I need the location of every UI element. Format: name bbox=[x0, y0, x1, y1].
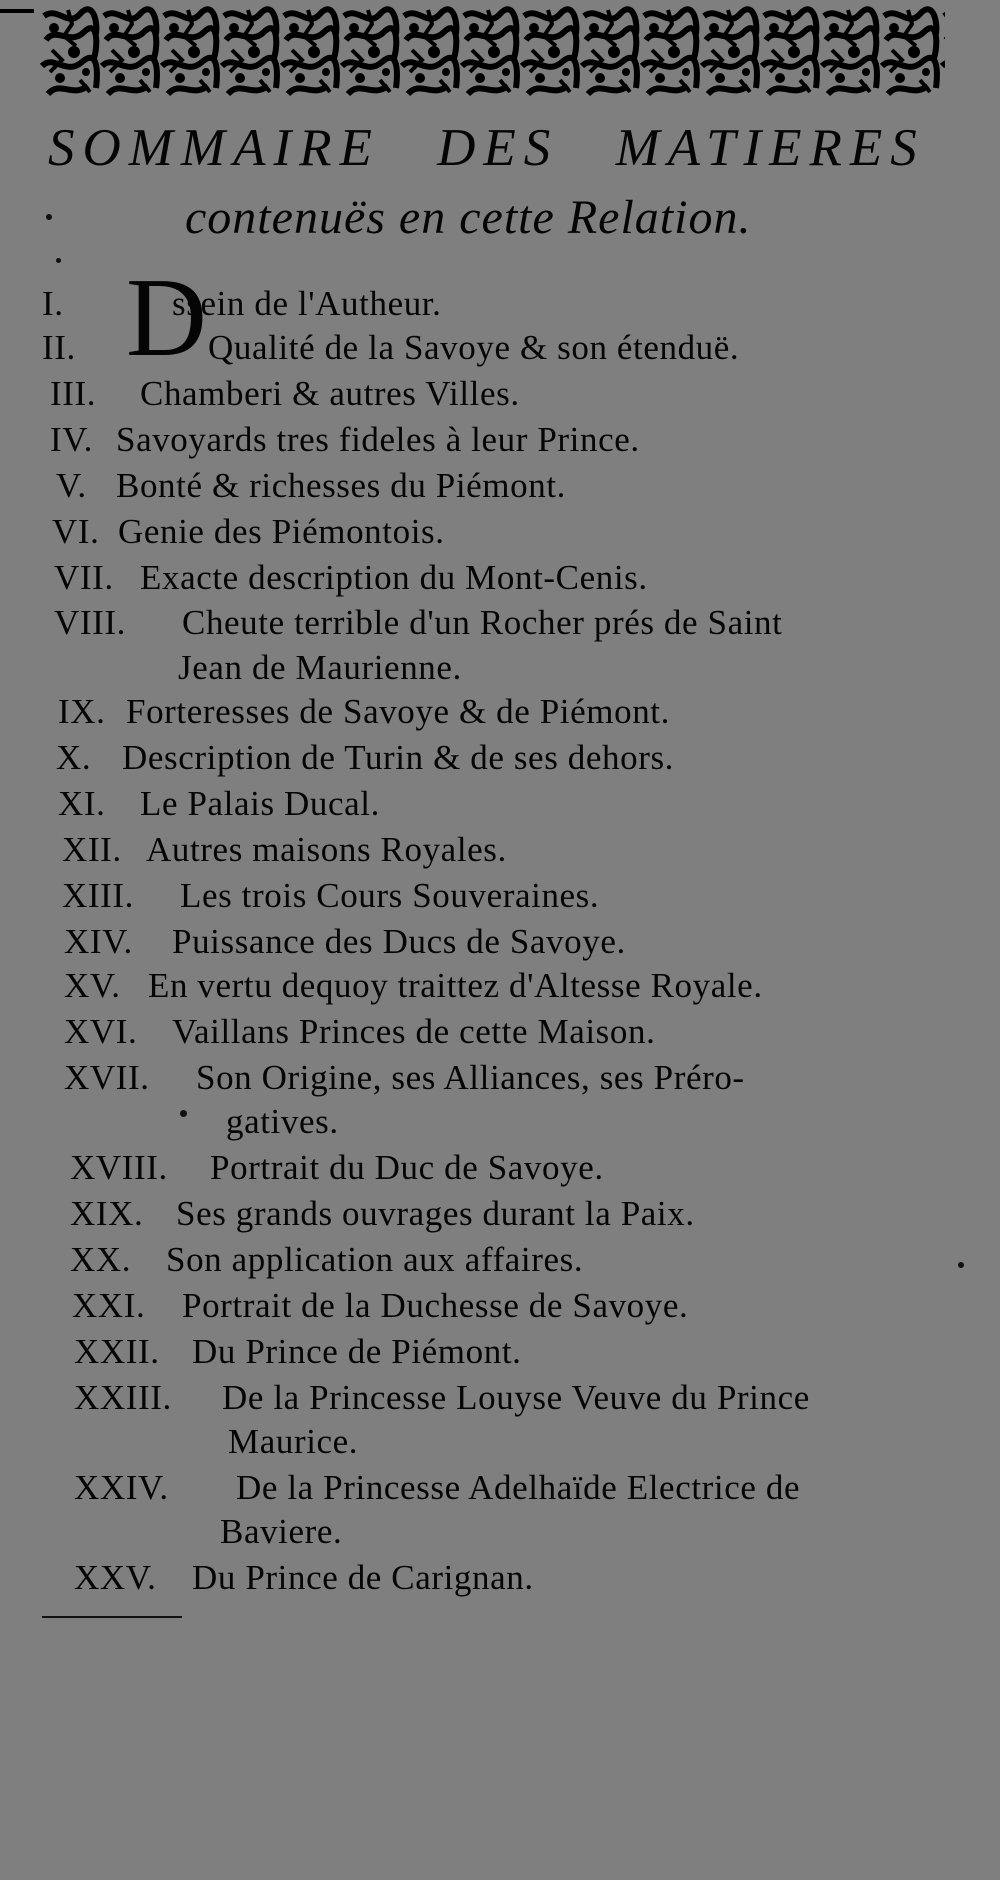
entry-number: XIX. bbox=[70, 1194, 144, 1233]
entry-text: En vertu dequoy traittez d'Altesse Royale. bbox=[148, 966, 763, 1005]
entry-text: Exacte description du Mont-Cenis. bbox=[140, 558, 648, 597]
entry-number: XI. bbox=[58, 784, 106, 823]
entry-text: Les trois Cours Souveraines. bbox=[180, 876, 600, 915]
entry-number: XIII. bbox=[62, 876, 134, 915]
entry-text: Du Prince de Piémont. bbox=[192, 1332, 522, 1371]
entry-number: XXII. bbox=[74, 1332, 160, 1371]
drop-cap: D bbox=[126, 256, 207, 380]
entry-number: VI. bbox=[52, 512, 100, 551]
entry-text: Portrait de la Duchesse de Savoye. bbox=[182, 1286, 689, 1325]
print-speck bbox=[180, 1110, 187, 1117]
entry-text: Son application aux affaires. bbox=[166, 1240, 584, 1279]
entry-text: Cheute terrible d'un Rocher prés de Saint bbox=[182, 603, 783, 642]
entry-text: Portrait du Duc de Savoye. bbox=[210, 1148, 604, 1187]
entry-number: XVI. bbox=[64, 1012, 138, 1051]
entry-continuation: Maurice. bbox=[228, 1422, 359, 1461]
entry-text: Savoyards tres fideles à leur Prince. bbox=[116, 420, 640, 459]
entry-number: IX. bbox=[58, 692, 106, 731]
entry-text: De la Princesse Adelhaïde Electrice de bbox=[236, 1468, 801, 1507]
entry-text: ssein de l'Autheur. bbox=[172, 284, 442, 323]
entry-number: XXV. bbox=[74, 1558, 157, 1597]
entry-number: II. bbox=[42, 328, 76, 367]
entry-text: Puissance des Ducs de Savoye. bbox=[172, 922, 626, 961]
entry-text: De la Princesse Louyse Veuve du Prince bbox=[222, 1378, 810, 1417]
entry-text: Chamberi & autres Villes. bbox=[140, 374, 520, 413]
bottom-rule bbox=[42, 1616, 182, 1618]
entry-number: XXIII. bbox=[74, 1378, 172, 1417]
entry-number: IV. bbox=[50, 420, 93, 459]
entry-text: Genie des Piémontois. bbox=[118, 512, 445, 551]
entry-text: Description de Turin & de ses dehors. bbox=[122, 738, 675, 777]
entry-text: Autres maisons Royales. bbox=[146, 830, 507, 869]
entry-number: V. bbox=[56, 466, 87, 505]
entry-number: XX. bbox=[70, 1240, 132, 1279]
entry-text: Du Prince de Carignan. bbox=[192, 1558, 534, 1597]
entry-number: XIV. bbox=[64, 922, 133, 961]
entry-text: Le Palais Ducal. bbox=[140, 784, 380, 823]
entry-continuation: gatives. bbox=[226, 1102, 339, 1141]
ornamental-headpiece bbox=[40, 6, 945, 101]
print-speck bbox=[56, 258, 61, 263]
entry-number: XV. bbox=[64, 966, 121, 1005]
entry-number: XVIII. bbox=[70, 1148, 168, 1187]
corner-mark bbox=[0, 9, 34, 13]
entry-text: Ses grands ouvrages durant la Paix. bbox=[176, 1194, 695, 1233]
entry-number: XXI. bbox=[72, 1286, 146, 1325]
entry-continuation: Jean de Maurienne. bbox=[178, 648, 462, 687]
entry-number: XXIV. bbox=[74, 1468, 169, 1507]
print-speck bbox=[46, 214, 52, 220]
print-speck bbox=[958, 1262, 964, 1268]
entry-number: I. bbox=[42, 284, 64, 323]
title-line-2: contenuës en cette Relation. bbox=[185, 191, 752, 244]
entry-number: VIII. bbox=[54, 603, 126, 642]
entry-text: Qualité de la Savoye & son étenduë. bbox=[208, 328, 740, 367]
entry-number: III. bbox=[50, 374, 97, 413]
entry-number: XVII. bbox=[64, 1058, 150, 1097]
entry-text: Son Origine, ses Alliances, ses Préro- bbox=[196, 1058, 745, 1097]
title-line-1: SOMMAIRE DES MATIERES bbox=[48, 119, 925, 177]
entry-number: XII. bbox=[62, 830, 122, 869]
entry-text: Bonté & richesses du Piémont. bbox=[116, 466, 566, 505]
entry-text: Vaillans Princes de cette Maison. bbox=[172, 1012, 656, 1051]
entry-number: VII. bbox=[54, 558, 114, 597]
entry-text: Forteresses de Savoye & de Piémont. bbox=[126, 692, 670, 731]
entry-continuation: Baviere. bbox=[220, 1512, 343, 1551]
entry-number: X. bbox=[56, 738, 92, 777]
